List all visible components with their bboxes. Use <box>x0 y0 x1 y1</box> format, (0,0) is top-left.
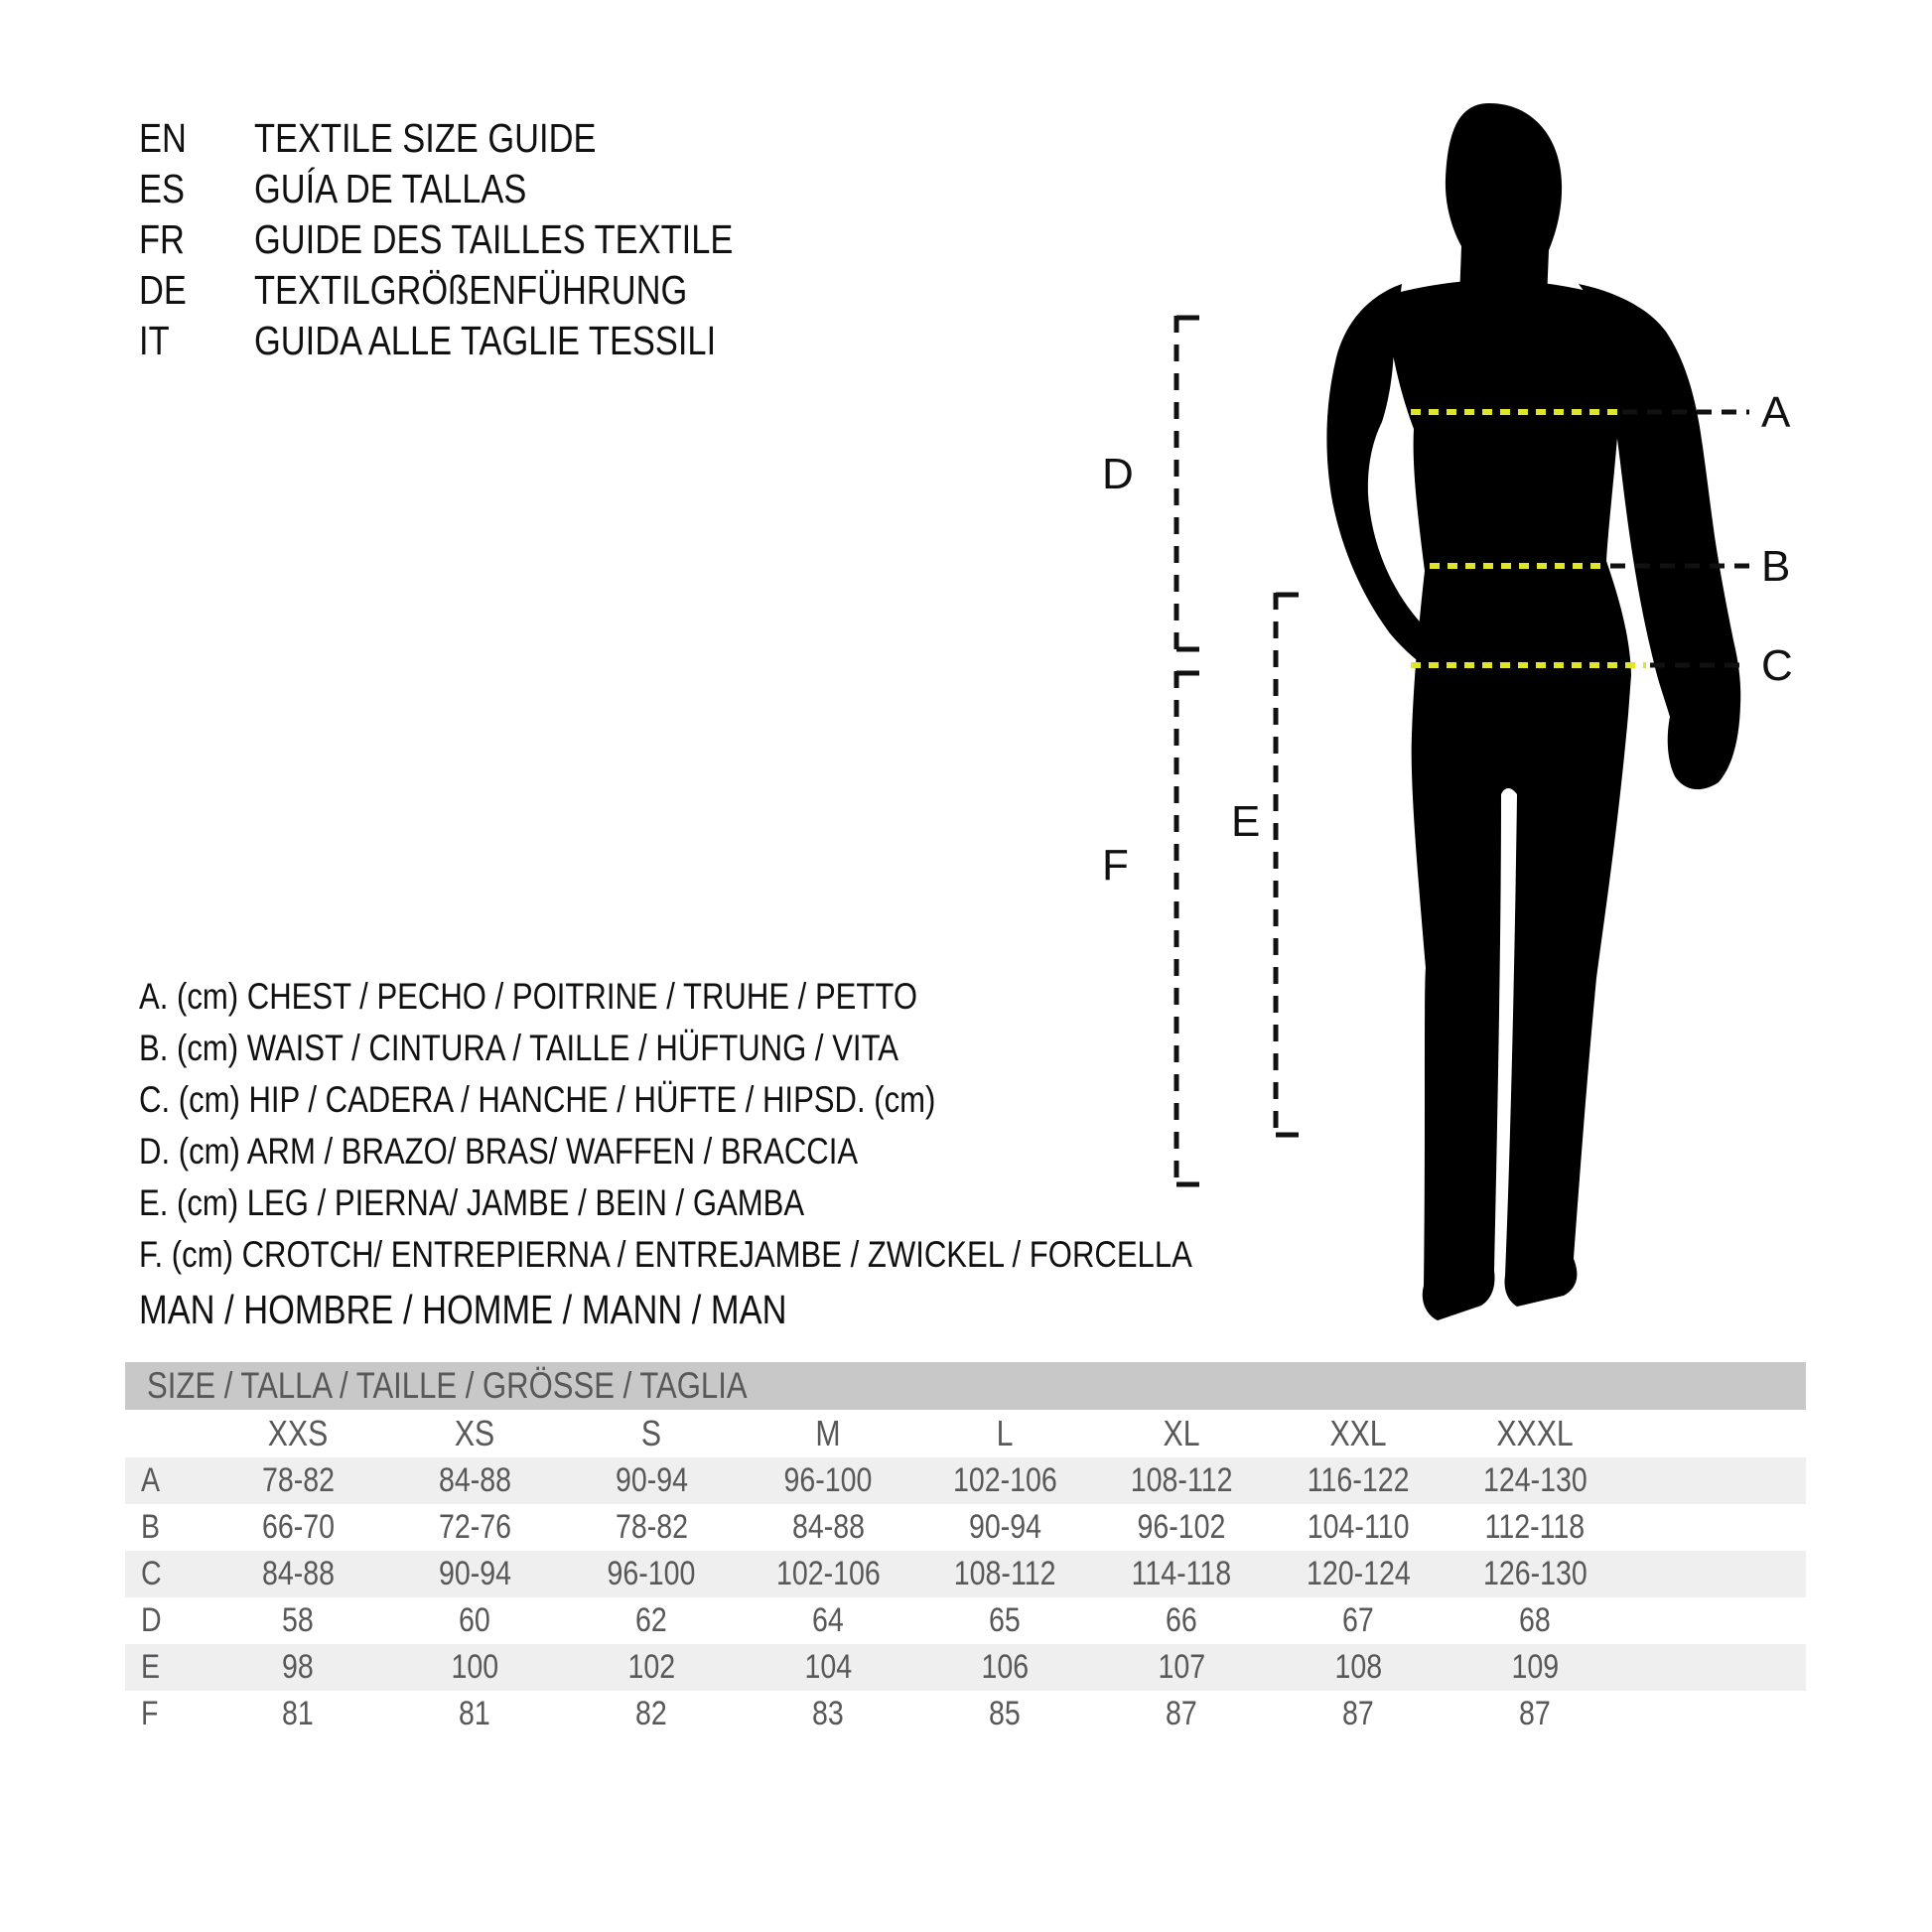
size-column-header <box>1270 1413 1447 1454</box>
table-cell-text: 72-76 <box>438 1508 511 1546</box>
table-cell-text: 116-122 <box>1307 1461 1410 1499</box>
language-code <box>139 216 254 263</box>
table-cell-text: 81 <box>282 1695 314 1732</box>
language-code-text: EN <box>139 115 187 161</box>
legend-line <box>139 1074 1393 1126</box>
table-cell <box>209 1555 386 1593</box>
language-code-text: DE <box>139 267 187 313</box>
table-cell <box>563 1508 740 1547</box>
table-cell <box>916 1601 1093 1640</box>
table-cell <box>1447 1648 1623 1687</box>
table-cell <box>563 1601 740 1640</box>
table-cell <box>916 1461 1093 1500</box>
table-cell-text: 112-118 <box>1484 1508 1586 1546</box>
language-row <box>139 113 824 164</box>
table-row <box>125 1644 1806 1691</box>
table-cell <box>1270 1461 1447 1500</box>
table-cell-text: 106 <box>981 1648 1029 1686</box>
table-cell <box>916 1555 1093 1593</box>
size-column-header-text: XXS <box>267 1413 329 1453</box>
language-row <box>139 164 824 214</box>
legend-line-text: A. (cm) CHEST / PECHO / POITRINE / TRUHE / PETTO <box>139 976 918 1017</box>
table-cell <box>1093 1555 1270 1593</box>
table-cell <box>740 1601 916 1640</box>
label-f: F <box>1102 841 1129 890</box>
language-title-text: GUIDA ALLE TAGLIE TESSILI <box>254 318 717 363</box>
table-cell-text: 81 <box>459 1695 490 1732</box>
table-cell <box>1447 1695 1623 1733</box>
language-title <box>254 216 824 263</box>
language-row <box>139 265 824 316</box>
table-cell-text: 96-100 <box>783 1461 873 1499</box>
label-a: A <box>1761 388 1791 437</box>
table-cell <box>740 1648 916 1687</box>
table-row-label-text: F <box>141 1695 159 1732</box>
legend-line-text: E. (cm) LEG / PIERNA/ JAMBE / BEIN / GAMBA <box>139 1182 805 1223</box>
language-code <box>139 166 254 212</box>
legend-line <box>139 1229 1393 1281</box>
size-column-header-text: XXXL <box>1496 1413 1574 1453</box>
table-row-label <box>125 1461 209 1500</box>
table-cell-text: 87 <box>1166 1695 1197 1732</box>
silhouette-torso-legs <box>1385 280 1631 1320</box>
size-column-header <box>386 1413 563 1454</box>
table-cell-text: 109 <box>1511 1648 1559 1686</box>
language-title <box>254 267 769 314</box>
table-cell-text: 114-118 <box>1131 1555 1232 1592</box>
table-cell <box>209 1508 386 1547</box>
table-cell-text: 84-88 <box>438 1461 511 1499</box>
table-cell <box>386 1648 563 1687</box>
measurement-legend <box>139 971 1393 1281</box>
language-title-text: TEXTILGRÖßENFÜHRUNG <box>254 267 688 313</box>
table-cell-text: 104-110 <box>1307 1508 1410 1546</box>
table-cell <box>1447 1601 1623 1640</box>
table-cell-text: 78-82 <box>261 1461 335 1499</box>
table-cell-text: 68 <box>1519 1601 1551 1639</box>
size-table-header-text: SIZE / TALLA / TAILLE / GRÖSSE / TAGLIA <box>147 1365 748 1406</box>
table-cell-text: 100 <box>451 1648 498 1686</box>
size-column-header <box>740 1413 916 1454</box>
legend-line-text: D. (cm) ARM / BRAZO/ BRAS/ WAFFEN / BRACCIA <box>139 1131 859 1172</box>
legend-line-text: C. (cm) HIP / CADERA / HANCHE / HÜFTE / HIPSD. (cm) <box>139 1079 936 1120</box>
silhouette-head <box>1446 103 1562 300</box>
table-row-label <box>125 1508 209 1547</box>
table-cell-text: 58 <box>282 1601 314 1639</box>
size-column-header <box>209 1413 386 1454</box>
table-cell <box>740 1695 916 1733</box>
table-cell-text: 96-102 <box>1137 1508 1226 1546</box>
table-row-label-text: A <box>141 1461 161 1499</box>
size-column-header-text: M <box>815 1413 841 1453</box>
table-cell <box>386 1601 563 1640</box>
size-table-header-bar <box>125 1362 1806 1410</box>
table-cell-text: 82 <box>635 1695 667 1732</box>
table-cell-text: 62 <box>635 1601 667 1639</box>
table-cell <box>740 1555 916 1593</box>
legend-line-text: F. (cm) CROTCH/ ENTREPIERNA / ENTREJAMBE / ZWICKEL / FORCELLA <box>139 1234 1192 1275</box>
table-cell-text: 64 <box>812 1601 844 1639</box>
table-cell <box>1093 1508 1270 1547</box>
label-c: C <box>1761 641 1793 690</box>
language-row <box>139 316 824 366</box>
size-column-header-text: XL <box>1163 1413 1200 1453</box>
table-cell-text: 107 <box>1158 1648 1205 1686</box>
table-cell-text: 124-130 <box>1482 1461 1587 1499</box>
table-cell <box>386 1695 563 1733</box>
table-cell-text: 87 <box>1342 1695 1374 1732</box>
table-cell-text: 108 <box>1334 1648 1382 1686</box>
size-column-header-text: XS <box>454 1413 495 1453</box>
table-cell-text: 65 <box>989 1601 1021 1639</box>
table-cell-text: 96-100 <box>607 1555 696 1592</box>
table-cell-text: 84-88 <box>791 1508 865 1546</box>
table-cell <box>1270 1601 1447 1640</box>
language-code <box>139 267 254 314</box>
language-row <box>139 214 824 265</box>
legend-line <box>139 971 1393 1023</box>
table-cell <box>386 1508 563 1547</box>
table-cell-text: 87 <box>1519 1695 1551 1732</box>
table-cell-text: 83 <box>812 1695 844 1732</box>
table-cell-text: 66-70 <box>261 1508 335 1546</box>
table-row-label <box>125 1601 209 1640</box>
table-cell-text: 90-94 <box>438 1555 511 1592</box>
table-cell <box>1270 1648 1447 1687</box>
language-code <box>139 318 254 364</box>
table-cell <box>563 1461 740 1500</box>
table-cell-text: 90-94 <box>615 1461 688 1499</box>
table-row-label-text: C <box>141 1555 162 1592</box>
table-cell-text: 102 <box>627 1648 675 1686</box>
table-cell-text: 102-106 <box>952 1461 1057 1499</box>
table-cell-text: 67 <box>1342 1601 1374 1639</box>
table-cell-text: 102-106 <box>775 1555 881 1592</box>
language-title-text: TEXTILE SIZE GUIDE <box>254 115 597 161</box>
language-code-text: FR <box>139 216 185 262</box>
table-cell <box>386 1461 563 1500</box>
legend-line-text: B. (cm) WAIST / CINTURA / TAILLE / HÜFTUNG / VITA <box>139 1028 898 1068</box>
table-cell <box>1270 1695 1447 1733</box>
table-cell <box>563 1555 740 1593</box>
language-code <box>139 115 254 162</box>
legend-line <box>139 1177 1393 1229</box>
table-cell <box>1270 1555 1447 1593</box>
table-cell-text: 108-112 <box>953 1555 1056 1592</box>
table-cell <box>1093 1695 1270 1733</box>
size-column-header <box>563 1413 740 1454</box>
size-column-header <box>1093 1413 1270 1454</box>
table-row-label <box>125 1555 209 1593</box>
table-cell-text: 120-124 <box>1306 1555 1411 1592</box>
table-cell <box>1093 1648 1270 1687</box>
table-cell <box>1447 1555 1623 1593</box>
size-column-header <box>1447 1413 1623 1454</box>
legend-line <box>139 1126 1393 1177</box>
language-title-text: GUÍA DE TALLAS <box>254 166 527 211</box>
table-cell-text: 126-130 <box>1482 1555 1587 1592</box>
language-list <box>139 113 824 366</box>
language-code-text: IT <box>139 318 170 363</box>
size-column-header-text: S <box>640 1413 662 1453</box>
table-cell <box>1447 1508 1623 1547</box>
table-cell-text: 78-82 <box>615 1508 688 1546</box>
table-cell <box>1447 1461 1623 1500</box>
table-cell-text: 85 <box>989 1695 1021 1732</box>
table-cell-text: 84-88 <box>261 1555 335 1592</box>
table-row-label-text: B <box>141 1508 161 1546</box>
size-column-header <box>916 1413 1093 1454</box>
table-cell <box>386 1555 563 1593</box>
table-row <box>125 1504 1806 1551</box>
table-cell <box>1093 1601 1270 1640</box>
table-row <box>125 1597 1806 1644</box>
label-d: D <box>1102 450 1134 498</box>
table-row <box>125 1457 1806 1504</box>
size-column-header-text: XXL <box>1329 1413 1387 1453</box>
language-title <box>254 115 661 162</box>
size-table-body <box>125 1457 1806 1737</box>
table-row <box>125 1551 1806 1597</box>
table-row <box>125 1691 1806 1737</box>
table-cell <box>740 1461 916 1500</box>
table-cell-text: 108-112 <box>1130 1461 1233 1499</box>
table-cell <box>209 1601 386 1640</box>
table-cell <box>209 1461 386 1500</box>
table-cell <box>916 1648 1093 1687</box>
table-cell-text: 60 <box>459 1601 490 1639</box>
table-cell <box>563 1695 740 1733</box>
table-row-label-text: D <box>141 1601 162 1639</box>
table-cell <box>1093 1461 1270 1500</box>
size-table <box>125 1362 1806 1737</box>
table-cell <box>209 1695 386 1733</box>
legend-line <box>139 1023 1393 1074</box>
table-row-label-text: E <box>141 1648 161 1686</box>
language-title-text: GUIDE DES TAILLES TEXTILE <box>254 216 734 262</box>
table-row-label <box>125 1648 209 1687</box>
size-column-header-text: L <box>996 1413 1014 1453</box>
table-cell <box>1270 1508 1447 1547</box>
table-cell <box>209 1648 386 1687</box>
language-title <box>254 166 579 212</box>
table-row-label <box>125 1695 209 1733</box>
label-b: B <box>1761 542 1791 591</box>
language-code-text: ES <box>139 166 185 211</box>
table-cell-text: 90-94 <box>968 1508 1041 1546</box>
size-columns-row <box>125 1410 1806 1457</box>
table-cell-text: 66 <box>1166 1601 1197 1639</box>
gender-line <box>139 1284 910 1335</box>
label-e: E <box>1231 797 1261 846</box>
gender-line-text: MAN / HOMBRE / HOMME / MANN / MAN <box>139 1286 787 1332</box>
table-cell-text: 104 <box>804 1648 852 1686</box>
table-cell <box>563 1648 740 1687</box>
table-cell <box>916 1508 1093 1547</box>
table-cell-text: 98 <box>282 1648 314 1686</box>
table-cell <box>740 1508 916 1547</box>
table-cell <box>916 1695 1093 1733</box>
language-title <box>254 318 804 364</box>
